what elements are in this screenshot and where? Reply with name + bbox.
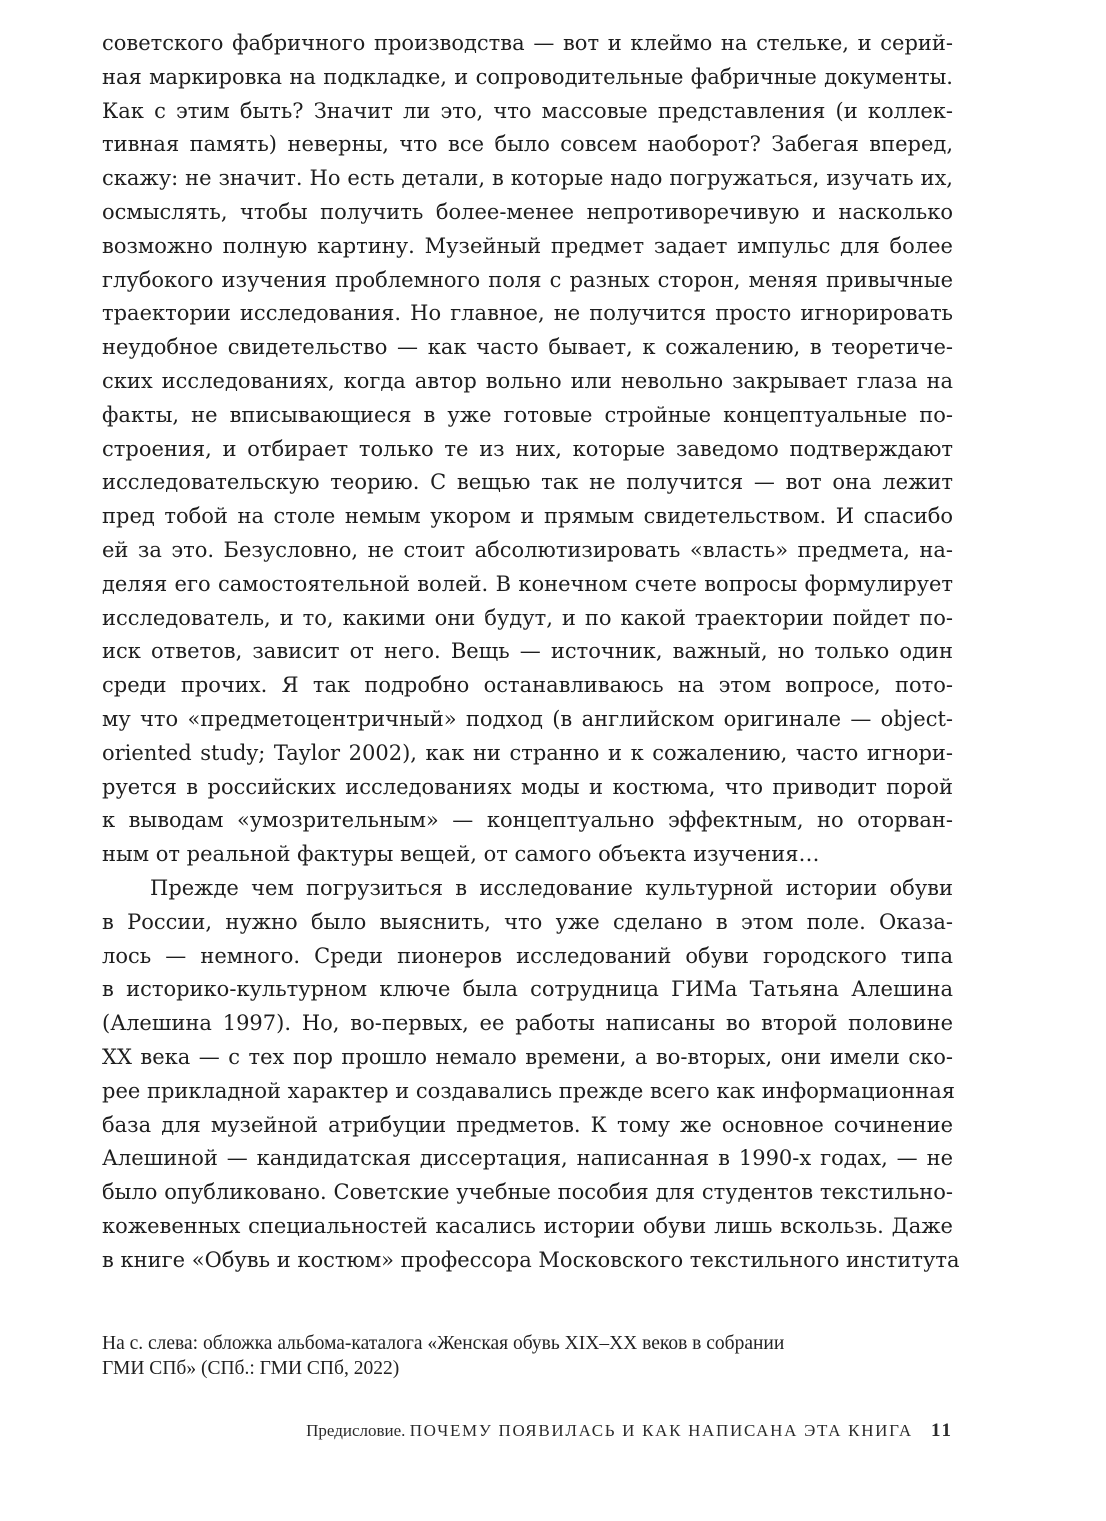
text-line: глубокого изучения проблемного поля с разных сторон, меняя привычные: [102, 267, 953, 292]
text-line: база для музейной атрибуции предметов. К тому же основное сочинение: [102, 1112, 953, 1137]
text-line: возможно полную картину. Музейный предмет задает импульс для более: [102, 233, 953, 258]
text-line: пред тобой на столе немым укором и прямым свидетельством. И спасибо: [102, 504, 953, 529]
text-line: исследователь, и то, какими они будут, и по какой траектории пойдет по-: [102, 605, 953, 630]
text-line: рее прикладной характер и создавались прежде всего как информационная: [102, 1078, 956, 1103]
text-line: траектории исследования. Но главное, не получится просто игнорировать: [102, 301, 953, 326]
running-footer: [102, 1420, 953, 1442]
text-line: деляя его самостоятельной волей. В конечном счете вопросы формулирует: [102, 571, 953, 596]
text-line: советского фабричного производства — вот и клеймо на стельке, и серий-: [102, 31, 953, 55]
figure-caption: [102, 1331, 953, 1381]
caption-line-1: На с. слева: обложка альбома-каталога «Женская обувь XIX–XX веков в собрании: [102, 1333, 785, 1354]
text-line: неудобное свидетельство — как часто бывает, к сожалению, в теоретиче-: [102, 335, 953, 360]
text-line: oriented study; Taylor 2002), как ни странно и к сожалению, часто игнори-: [102, 740, 953, 765]
text-line: было опубликовано. Советские учебные пособия для студентов текстильно-: [102, 1180, 953, 1205]
caption-line-2: ГМИ СПб» (СПб.: ГМИ СПб, 2022): [102, 1358, 400, 1379]
text-line: исследовательскую теорию. С вещью так не получится — вот она лежит: [102, 470, 953, 495]
text-line: строения, и отбирает только те из них, которые заведомо подтверждают: [102, 436, 953, 461]
text-line: скажу: не значит. Но есть детали, в которые надо погружаться, изучать их,: [102, 166, 953, 191]
text-line: в книге «Обувь и костюм» профессора Московского текстильного института: [102, 1247, 960, 1272]
text-line: ным от реальной фактуры вещей, от самого объекта изучения…: [102, 842, 820, 867]
text-line: кожевенных специальностей касались истории обуви лишь вскользь. Даже: [102, 1213, 953, 1238]
text-line: в историко-культурном ключе была сотрудница ГИМа Татьяна Алешина: [102, 977, 953, 1002]
text-line: Как с этим быть? Значит ли это, что массовые представления (и коллек-: [102, 98, 953, 123]
page-number: 11: [931, 1420, 953, 1441]
text-line: ских исследованиях, когда автор вольно или невольно закрывает глаза на: [102, 368, 953, 393]
text-line: среди прочих. Я так подробно останавливаюсь на этом вопросе, пото-: [102, 673, 953, 698]
text-line: ная маркировка на подкладке, и сопроводительные фабричные документы.: [102, 64, 953, 89]
text-line: иск ответов, зависит от него. Вещь — источник, важный, но только один: [102, 639, 953, 664]
footer-section: Предисловие.: [306, 1421, 406, 1440]
text-line: ей за это. Безусловно, не стоит абсолютизировать «власть» предмета, на-: [102, 537, 953, 562]
text-line: лось — немного. Среди пионеров исследований обуви городского типа: [102, 943, 953, 968]
body-text: [102, 27, 960, 1277]
text-line: руется в российских исследованиях моды и костюма, что приводит порой: [102, 774, 953, 799]
text-line: XX века — с тех пор прошло немало времени, а во-вторых, они имели ско-: [102, 1044, 953, 1069]
text-line: Прежде чем погрузиться в исследование культурной истории обуви: [150, 875, 953, 900]
text-line: тивная память) неверны, что все было совсем наоборот? Забегая вперед,: [102, 132, 953, 157]
text-line: (Алешина 1997). Но, во-первых, ее работы написаны во второй половине: [102, 1011, 953, 1036]
text-line: Алешиной — кандидатская диссертация, написанная в 1990-х годах, — не: [102, 1146, 953, 1171]
text-line: факты, не вписывающиеся в уже готовые стройные концептуальные по-: [102, 402, 953, 427]
text-line: в России, нужно было выяснить, что уже сделано в этом поле. Оказа-: [102, 909, 953, 934]
footer-title: ПОЧЕМУ ПОЯВИЛАСЬ И КАК НАПИСАНА ЭТА КНИГА: [409, 1421, 913, 1440]
text-line: осмыслять, чтобы получить более-менее непротиворечивую и насколько: [102, 199, 953, 224]
text-line: к выводам «умозрительным» — концептуально эффектным, но оторван-: [102, 808, 953, 833]
text-line: му что «предметоцентричный» подход (в английском оригинале — object-: [102, 706, 953, 731]
